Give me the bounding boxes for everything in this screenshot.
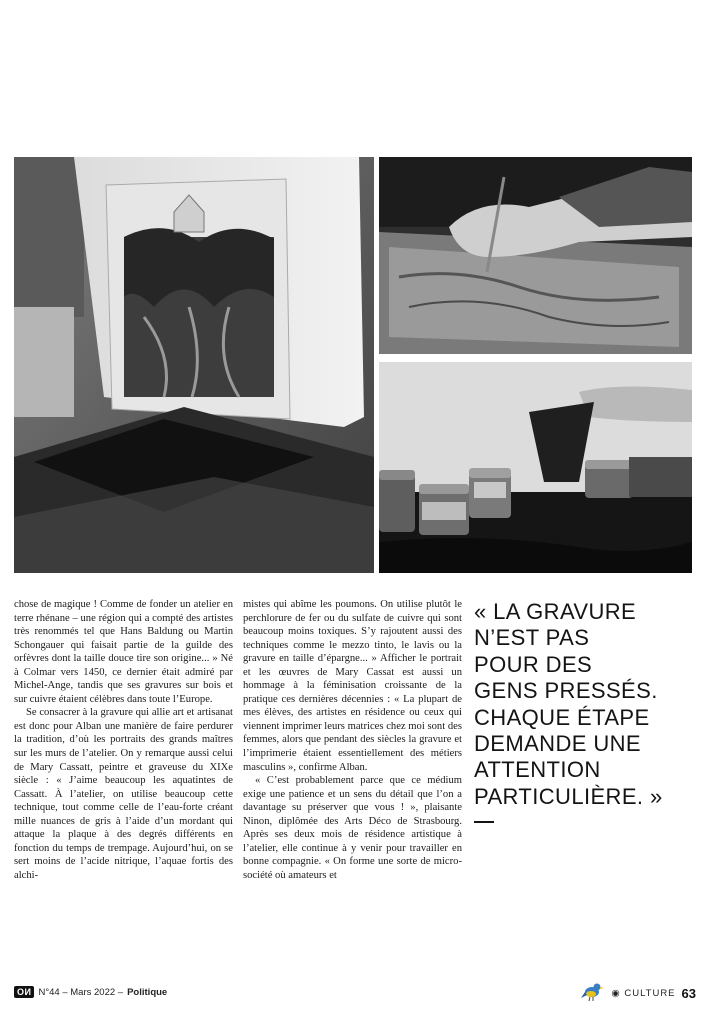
- footer-rubric: [581, 980, 696, 1007]
- paragraph: « C’est probablement parce que ce médium exige une patience et un sens du détail que l’on a davantage su préserver que vous ! », plaisante Ninon, diplômée des Arts Déco de Strasbourg. Après ses deux mois de résidence artistique à l’atelier, elle continue à y venir pour travailler en bonne compagnie. « On forme une sorte de micro-société où amateurs et: [243, 775, 462, 881]
- pull-quote-line: DEMANDE UNE: [474, 731, 641, 757]
- footer-folio: [14, 986, 167, 998]
- bird-icon: [581, 980, 605, 1007]
- pull-quote-line: ATTENTION: [474, 757, 601, 783]
- paragraph: chose de magique ! Comme de fonder un atelier en terre rhénane – une région qui a compté des artistes très renommés tel que Hans Baldung ou Martin Schongauer qui faisait partie de la guilde des orfèvres dont la taille douce tire son origine... » Né à Colmar vers 1450, ce dernier était admiré par Michel-Ange, tandis que ses gravures sur bois et sur cuivre étaient célèbres dans toute l’Europe.: [14, 599, 233, 705]
- pull-quote-line: CHAQUE ÉTAPE: [474, 704, 650, 730]
- magazine-logo: ОИ: [14, 986, 34, 998]
- pull-quote-line: POUR DES: [474, 651, 593, 677]
- article-column-1: [14, 598, 233, 882]
- paragraph: Se consacrer à la gravure qui allie art et artisanat est donc pour Alban une manière de faire perdurer la tradition, d’où les portraits des grands maîtres sur les murs de l’atelier. On y remarque aussi celui de Mary Cassatt, peintre et graveuse du XIXe siècle : « J’aime beaucoup les aquatintes de Cassatt. À l’atelier, on utilise beaucoup cette technique, tout comme celle de l’eau-forte créant mille nuances de gris à l’aide d’un mordant qui attaque la plaque à des degrés différents en fonction du temps de trempage. Aujourd’hui, on se sert moins de l’acide nitrique, l’aquae fortis des alchi-: [14, 707, 233, 881]
- article-column-2: [243, 598, 462, 882]
- pull-quote-line: PARTICULIÈRE. »: [474, 783, 663, 809]
- section-name: Politique: [127, 986, 168, 998]
- photo-etching-print: [14, 157, 374, 573]
- rubric-label: ◉ CULTURE: [611, 988, 676, 999]
- paragraph: mistes qui abîme les poumons. On utilise plutôt le perchlorure de fer ou du sulfate de cuivre qui sont beaucoup moins toxiques. S’y rajoutent aussi des techniques comme le mezzo tinto, le lavis ou la gravure en taille d’épargne... » Afficher le portrait et les œuvres de Mary Cassat est aussi un hommage à la féminisation croissante de la pratique ces dernières décennies : « La plupart de mes élèves, des artistes en résidence ou ceux qui viennent imprimer leurs matrices chez moi sont des femmes, alors que pendant des siècles la gravure et l’imprimerie étaient essentiellement des métiers masculins », confirme Alban.: [243, 599, 462, 773]
- photo-hand-engraving: [379, 157, 692, 354]
- photo-ink-jars: [379, 362, 692, 573]
- issue-info: N°44 – Mars 2022 –: [38, 986, 124, 998]
- pull-quote-line: N’EST PAS: [474, 625, 590, 651]
- pull-quote: [474, 599, 706, 810]
- pull-quote-line: « LA GRAVURE: [474, 599, 637, 624]
- rubric-text: CULTURE: [624, 988, 676, 999]
- pull-quote-divider: [474, 821, 494, 823]
- pull-quote-line: GENS PRESSÉS.: [474, 678, 658, 704]
- page-number: 63: [681, 986, 696, 1001]
